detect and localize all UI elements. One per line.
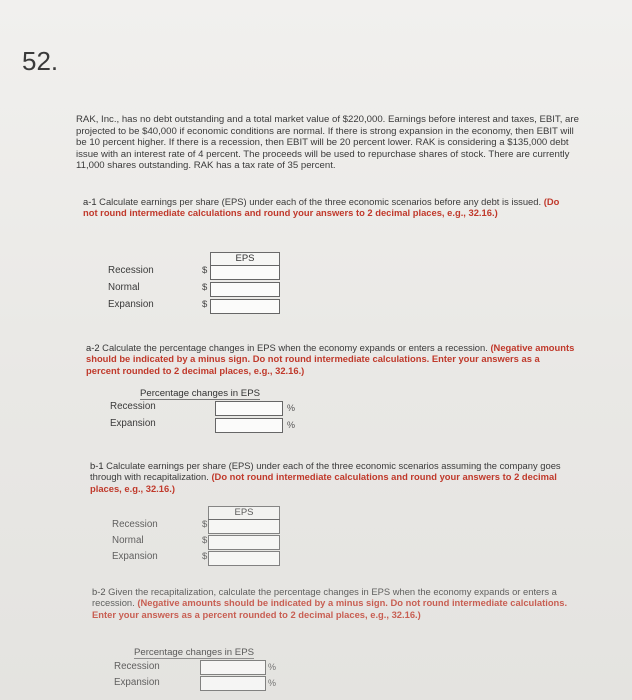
b2-recession-input[interactable] <box>200 660 266 675</box>
a1-row-expansion: Expansion <box>108 299 154 310</box>
question-a2 <box>86 342 576 376</box>
question-b1-instruction: (Do not round intermediate calculations and round your answers to 2 decimal places, e.g., 32.16.) <box>90 471 557 494</box>
a1-normal-input[interactable] <box>210 282 280 297</box>
b2-expansion-input[interactable] <box>200 676 266 691</box>
question-b2-instruction: (Negative amounts should be indicated by a minus sign. Do not round intermediate calculations. Enter your answers as a percent rounded to 2 decimal places, e.g., 32.16.) <box>92 597 568 620</box>
question-a2-instruction: (Negative amounts should be indicated by a minus sign. Do not round intermediate calculations. Enter your answers as a percent rounded to 2 decimal places, e.g., 32.16.) <box>86 342 575 376</box>
b1-dollar-2: $ <box>202 535 208 546</box>
b1-row-recession: Recession <box>112 519 158 530</box>
question-a1 <box>83 196 573 219</box>
a1-recession-input[interactable] <box>210 265 280 280</box>
question-a1-label: a-1 <box>83 196 97 207</box>
a2-row-expansion: Expansion <box>110 418 156 429</box>
question-b1 <box>90 460 580 494</box>
a2-percent-1: % <box>287 403 296 413</box>
a1-row-recession: Recession <box>108 265 154 276</box>
b2-pct-header: Percentage changes in EPS <box>134 647 255 658</box>
question-b2-text: Given the recapitalization, calculate the percentage changes in EPS when the economy expands or enters a recession. <box>92 586 557 609</box>
b1-normal-input[interactable] <box>208 535 280 550</box>
b1-dollar-1: $ <box>202 519 208 530</box>
question-b1-text: Calculate earnings per share (EPS) under each of the three economic scenarios assuming the company goes through with recapitalization. <box>90 460 561 483</box>
b2-row-expansion: Expansion <box>114 677 160 688</box>
question-number: 52. <box>22 46 59 76</box>
question-b1-label: b-1 <box>90 460 104 471</box>
problem-statement: RAK, Inc., has no debt outstanding and a total market value of $220,000. Earnings before interest and taxes, EBIT, are projected to be $40,000 if economic conditions are normal. If there is strong expansion in the economy, then EBIT will be 10 percent higher. If there is a recession, then EBIT will be 20 percent lower. RAK is considering a $135,000 debt issue with an interest rate of 4 percent. The proceeds will be used to repurchase shares of stock. There are currently 11,000 shares outstanding. RAK has a tax rate of 35 percent. <box>76 114 579 172</box>
a2-percent-2: % <box>287 420 296 430</box>
a2-expansion-input[interactable] <box>215 418 283 433</box>
a2-row-recession: Recession <box>110 401 156 412</box>
b1-row-normal: Normal <box>112 535 144 546</box>
b2-row-recession: Recession <box>114 661 160 672</box>
a2-pct-header: Percentage changes in EPS <box>140 388 261 399</box>
b2-percent-2: % <box>268 678 277 688</box>
question-a2-text: Calculate the percentage changes in EPS when the economy expands or enters a recession. <box>102 342 488 353</box>
question-a1-text: Calculate earnings per share (EPS) under each of the three economic scenarios before any debt is issued. <box>99 196 542 207</box>
question-a2-label: a-2 <box>86 342 100 353</box>
a2-recession-input[interactable] <box>215 401 283 416</box>
a1-row-normal: Normal <box>108 282 140 293</box>
b1-recession-input[interactable] <box>208 519 280 534</box>
a1-dollar-2: $ <box>202 282 208 293</box>
b1-dollar-3: $ <box>202 551 208 562</box>
a1-expansion-input[interactable] <box>210 299 280 314</box>
a1-eps-header: EPS <box>210 252 280 266</box>
b2-percent-1: % <box>268 662 277 672</box>
question-a1-instruction: (Do not round intermediate calculations and round your answers to 2 decimal places, e.g., 32.16.) <box>83 196 560 219</box>
b1-expansion-input[interactable] <box>208 551 280 566</box>
b1-eps-header: EPS <box>208 506 280 520</box>
question-b2-label: b-2 <box>92 586 106 597</box>
b1-row-expansion: Expansion <box>112 551 158 562</box>
question-b2 <box>92 586 582 620</box>
a1-dollar-1: $ <box>202 265 208 276</box>
a1-dollar-3: $ <box>202 299 208 310</box>
